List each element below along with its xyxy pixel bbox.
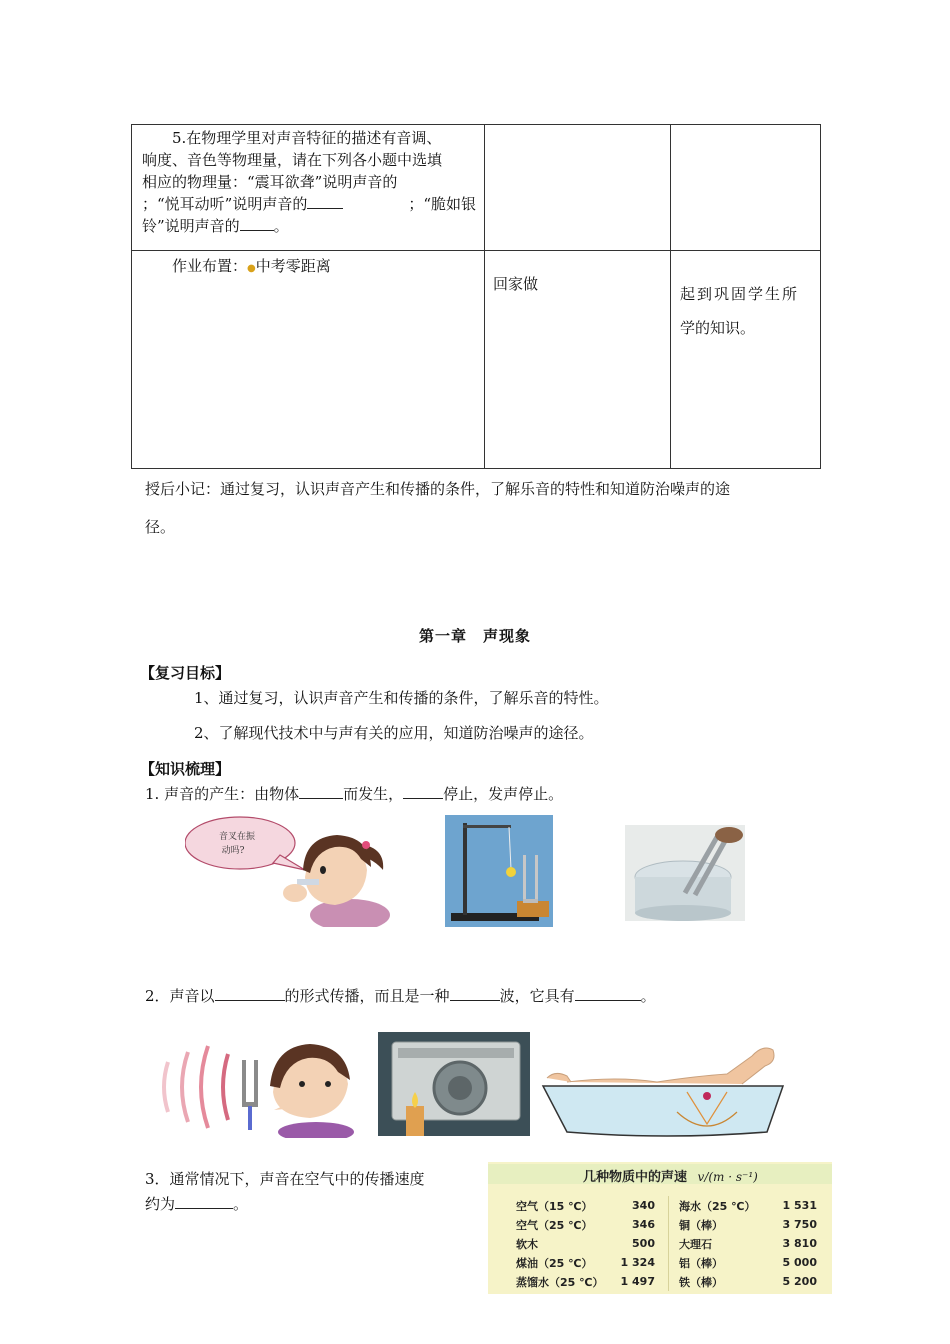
review-item-1: 1、通过复习，认识声音产生和传播的条件，了解乐音的特性。 — [194, 689, 609, 707]
question-3-line1: 3．通常情况下，声音在空气中的传播速度 — [145, 1170, 425, 1188]
sound-speed-table-image — [488, 1162, 832, 1294]
table-row: 铁（棒） 5 200 — [679, 1275, 817, 1289]
question-2: 2．声音以 的形式传播，而且是一种 波，它具有 。 — [145, 987, 656, 1005]
speed-table-right — [677, 1196, 819, 1291]
table-row: 空气（25 ℃） 346 — [516, 1218, 655, 1232]
blank[interactable] — [307, 194, 343, 209]
review-item-2: 2、了解现代技术中与声有关的应用，知道防治噪声的途径。 — [194, 724, 594, 742]
bubble-text-1: 音叉在振 — [218, 832, 256, 842]
bubble-text-2: 动吗? — [221, 846, 245, 856]
q5-line3: 相应的物理量：“震耳欲聋”说明声音的 — [142, 173, 398, 191]
method-cell — [485, 251, 671, 469]
knowledge-header: 【知识梳理】 — [140, 760, 231, 778]
blank[interactable] — [215, 986, 285, 1001]
purpose-line1: 起到巩固学生所 — [680, 285, 800, 303]
q5-line2: 响度、音色等物理量，请在下列各小题中选填 — [142, 151, 443, 169]
tuning-fork-water-image — [625, 825, 745, 921]
table-row: 蒸馏水（25 ℃） 1 497 — [516, 1275, 655, 1289]
question-5-cell — [132, 125, 485, 251]
post-lesson-note: 授后小记：通过复习，认识声音产生和传播的条件，了解乐音的特性和知道防治噪声的途 径。 — [145, 480, 731, 536]
table-row: 煤油（25 ℃） 1 324 — [516, 1256, 655, 1270]
homework-task: 中考零距离 — [255, 257, 331, 275]
question-3-line2: 约为 。 — [145, 1195, 249, 1213]
blank[interactable] — [299, 784, 343, 799]
speaker-candle-image — [378, 1032, 530, 1136]
blank[interactable] — [240, 216, 274, 231]
speed-table-unit: v/(m · s⁻¹) — [697, 1170, 758, 1184]
homework-cell: 作业布置：●中考零距离 — [132, 251, 485, 469]
empty-cell — [671, 125, 821, 251]
q5-line5: 铃”说明声音的 。 — [142, 217, 289, 235]
table-row: 铜（棒） 3 750 — [679, 1218, 817, 1232]
blank[interactable] — [175, 1194, 233, 1209]
purpose-line2: 学的知识。 — [680, 319, 756, 337]
bathtub-image — [537, 1036, 790, 1142]
speed-table-title: 几种物质中的声速 — [583, 1170, 688, 1185]
blank[interactable] — [575, 986, 641, 1001]
table-row: 空气（15 ℃） 340 — [516, 1199, 655, 1213]
homework-label: 作业布置： — [172, 257, 248, 275]
table-row: 海水（25 ℃） 1 531 — [679, 1199, 817, 1213]
question-1: 1. 声音的产生：由物体 而发生， 停止，发声停止。 — [145, 785, 564, 803]
review-header: 【复习目标】 — [140, 664, 231, 682]
sound-wave-girl-image — [158, 1032, 370, 1138]
purpose-cell — [671, 251, 821, 469]
method-text: 回家做 — [493, 275, 539, 293]
blank[interactable] — [450, 986, 500, 1001]
lesson-table — [131, 124, 821, 469]
table-row: 铝（棒） 5 000 — [679, 1256, 817, 1270]
blank[interactable] — [403, 784, 443, 799]
chapter-title: 第一章 声现象 — [418, 627, 531, 645]
empty-cell — [485, 125, 671, 251]
table-row: 大理石 3 810 — [679, 1237, 817, 1251]
speed-table-left — [514, 1196, 657, 1291]
tuning-fork-pendulum-image — [445, 815, 553, 927]
q5-line4: ；“悦耳动听”说明声音的 ；“脆如银 — [142, 195, 476, 213]
girl-tuning-fork-image — [185, 815, 390, 927]
q5-line1: 5.在物理学里对声音特征的描述有音调、 — [172, 129, 442, 147]
table-row: 软木 500 — [516, 1237, 655, 1251]
